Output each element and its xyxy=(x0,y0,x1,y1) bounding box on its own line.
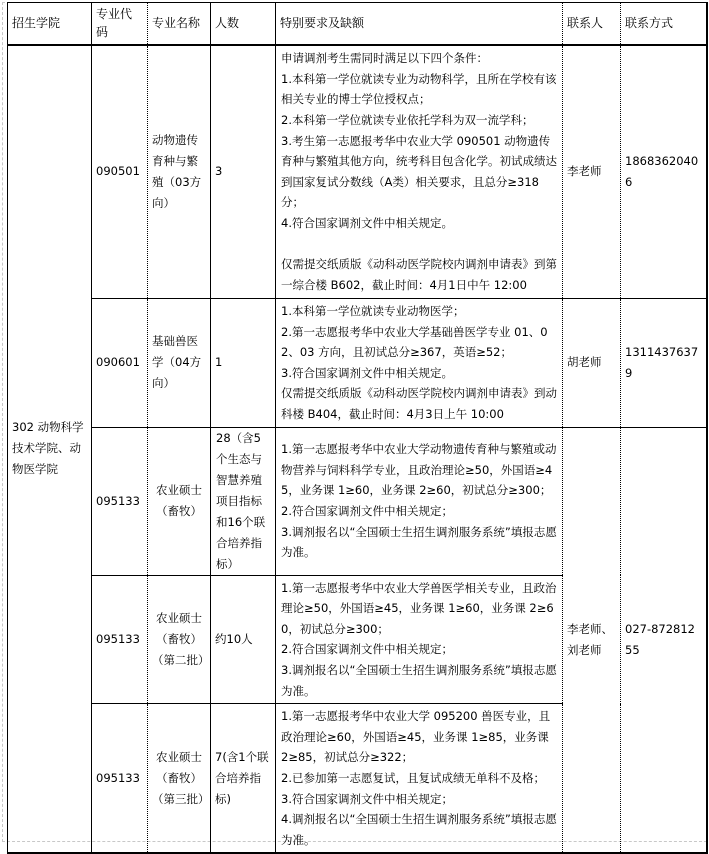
requirement-line: 2.第一志愿报考华中农业大学基础兽医学专业 01、02、03 方向，且初试总分≥367，英语≥52； xyxy=(281,324,548,360)
header-college: 招生学院 xyxy=(8,3,92,45)
requirement-line: 3.符合国家调剂文件中相关规定。 xyxy=(281,365,453,380)
college-cell: 302 动物科学技术学院、动物医学院 xyxy=(8,45,92,854)
major-name: 基础兽医学（04方向） xyxy=(148,299,211,428)
enrollment-count: 3 xyxy=(211,45,276,299)
major-code: 090601 xyxy=(92,299,148,428)
requirement-line: 2.本科第一学位就读专业依托学科为双一流学科； xyxy=(281,112,534,127)
header-phone: 联系方式 xyxy=(621,3,707,45)
header-count: 人数 xyxy=(211,3,276,45)
header-requirements: 特别要求及缺额 xyxy=(276,3,563,45)
requirement-line: 申请调剂考生需同时满足以下四个条件： xyxy=(281,51,488,66)
requirement-line: 1.本科第一学位就读专业为动物科学，且所在学校有该相关专业的博士学位授权点； xyxy=(281,71,557,107)
requirement-line: 3.调剂报名以“全国硕士生招生调剂服务系统”填报志愿为准。 xyxy=(281,524,557,560)
major-code: 095133 xyxy=(92,575,148,704)
enrollment-count: 1 xyxy=(211,299,276,428)
header-code: 专业代码 xyxy=(92,3,148,45)
major-code: 095133 xyxy=(92,704,148,854)
major-code: 090501 xyxy=(92,45,148,299)
major-code: 095133 xyxy=(92,427,148,575)
enrollment-count: 7(含1个联合培养指标) xyxy=(211,704,276,854)
shared-contact-phone: 027-87281255 xyxy=(621,427,707,853)
table-row xyxy=(8,299,707,428)
requirements-cell xyxy=(276,575,563,704)
header-major-name: 专业名称 xyxy=(148,3,211,45)
requirement-line: 1.第一志愿报考华中农业大学兽医学相关专业，且政治理论≥50，外国语≥45，业务课 1≥60，业务课 2≥60，初试总分≥300； xyxy=(281,580,557,636)
requirement-line: 4.调剂报名以“全国硕士生招生调剂服务系统”填报志愿为准。 xyxy=(281,812,557,847)
requirement-line: 3.调剂报名以“全国硕士生招生调剂服务系统”填报志愿为准。 xyxy=(281,662,557,698)
requirements-cell xyxy=(276,704,563,854)
requirements-cell xyxy=(276,299,563,428)
enrollment-count: 约10人 xyxy=(211,575,276,704)
requirement-line: 2.符合国家调剂文件中相关规定； xyxy=(281,642,453,657)
table-row xyxy=(8,427,707,575)
requirement-line: 仅需提交纸质版《动科动医学院校内调剂申请表》到动科楼 B404，截止时间：4月3日上午 10:00 xyxy=(281,386,557,421)
major-name: 农业硕士（畜牧） xyxy=(148,427,211,575)
requirement-line: 1.第一志愿报考华中农业大学动物遗传育种与繁殖或动物营养与饲料科学专业，且政治理论≥50，外国语≥45，业务课 1≥60，业务课 2≥60，初试总分≥300； xyxy=(281,442,557,498)
requirement-line: 4.符合国家调剂文件中相关规定。 xyxy=(281,215,453,230)
major-name: 动物遗传育种与繁殖（03方向） xyxy=(148,45,211,299)
requirement-line: 仅需提交纸质版《动科动医学院校内调剂申请表》到第一综合楼 B602，截止时间：4月1日中午 12:00 xyxy=(281,257,557,292)
table-row xyxy=(8,45,707,299)
requirement-line: 1.本科第一学位就读专业动物医学； xyxy=(281,304,465,318)
contact-phone: 18683620406 xyxy=(621,45,707,299)
contact-person: 李老师 xyxy=(563,45,621,299)
shared-contact-person: 李老师、刘老师 xyxy=(563,427,621,853)
enrollment-count: 28（含5个生态与智慧养殖项目指标和16个联合培养指标） xyxy=(211,427,276,575)
adjustment-table xyxy=(7,2,708,854)
blank-line xyxy=(281,234,557,255)
header-row xyxy=(8,3,707,45)
requirement-line: 2.符合国家调剂文件中相关规定； xyxy=(281,504,453,519)
contact-phone: 13114376379 xyxy=(621,299,707,428)
contact-person: 胡老师 xyxy=(563,299,621,428)
header-contact: 联系人 xyxy=(563,3,621,45)
major-name: 农业硕士（畜牧）（第三批） xyxy=(148,704,211,854)
requirement-line: 1.第一志愿报考华中农业大学 095200 兽医专业，且政治理论≥60，外国语≥45，业务课 1≥85，业务课 2≥85，初试总分≥322； xyxy=(281,709,551,765)
requirement-line: 2.已参加第一志愿复试，且复试成绩无单科不及格； xyxy=(281,770,545,785)
requirement-line: 3.符合国家调剂文件中相关规定； xyxy=(281,791,453,806)
requirements-cell xyxy=(276,427,563,575)
requirements-cell xyxy=(276,45,563,299)
major-name: 农业硕士（畜牧）（第二批） xyxy=(148,575,211,704)
requirement-line: 3.考生第一志愿报考华中农业大学 090501 动物遗传育种与繁殖其他方向，统考科目包含化学。初试成绩达到国家复试分数线（A类）相关要求，且总分≥318分； xyxy=(281,133,557,210)
